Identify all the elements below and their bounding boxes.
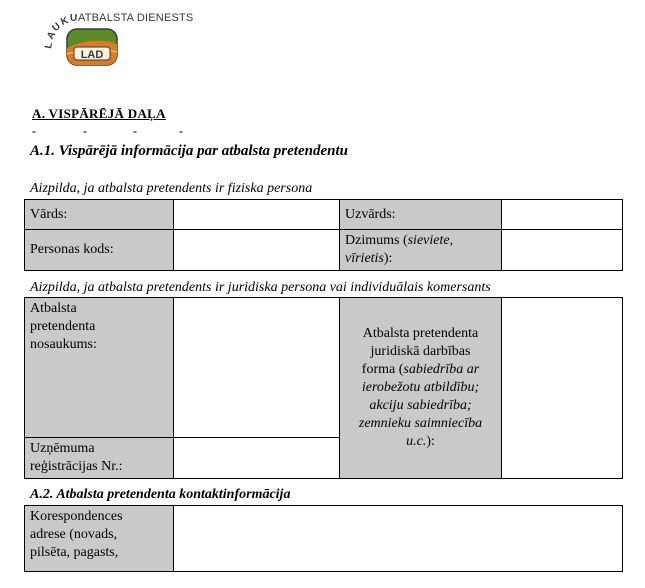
- badge-text: LAD: [80, 49, 104, 61]
- dash: -: [179, 124, 183, 138]
- personal-code-label: Personas kods:: [25, 230, 174, 271]
- a2-title: A.2. Atbalsta pretendenta kontaktinformācija: [30, 487, 291, 502]
- registration-number-label: Uzņēmuma reģistrācijas Nr.:: [25, 438, 174, 479]
- logo-arc-letter: A: [45, 29, 59, 42]
- name-label: Vārds:: [25, 200, 174, 230]
- contact-table: [24, 505, 623, 572]
- physical-person-table: [24, 199, 623, 271]
- logo-brand-text: ATBALSTA DIENESTS: [78, 12, 194, 24]
- gender-field[interactable]: [502, 230, 623, 271]
- section-a-heading: A. VISPĀRĒJĀ DAĻA: [32, 106, 166, 121]
- correspondence-address-field[interactable]: [174, 506, 623, 572]
- note-physical-person: Aizpilda, ja atbalsta pretendents ir fiziska persona: [30, 181, 313, 196]
- correspondence-address-label: Korespondences adrese (novads, pilsēta, pagasts,: [25, 506, 174, 572]
- registration-number-field[interactable]: [174, 438, 340, 479]
- gender-label: Dzimums (sieviete, vīrietis):: [340, 230, 502, 271]
- logo-arc-letter: K: [59, 15, 70, 28]
- dash: -: [133, 124, 137, 138]
- lad-logo: [43, 10, 194, 68]
- legal-form-label: Atbalsta pretendenta juridiskā darbības forma (sabiedrība ar ierobežotu atbildību; akciju sabiedrība; zemnieku saimniecība u.c.):: [340, 298, 502, 479]
- logo-arc-letter: L: [43, 41, 56, 50]
- company-name-label: Atbalsta pretendenta nosaukums:: [25, 298, 174, 438]
- lad-badge-icon: [66, 28, 118, 66]
- company-name-field[interactable]: [174, 298, 340, 438]
- legal-person-table: [24, 297, 623, 479]
- dash: -: [83, 124, 87, 138]
- a1-title: A.1. Vispārējā informācija par atbalsta pretendentu: [30, 143, 348, 159]
- logo-arc-letter: U: [70, 13, 78, 24]
- personal-code-field[interactable]: [174, 230, 340, 271]
- surname-label: Uzvārds:: [340, 200, 502, 230]
- surname-field[interactable]: [502, 200, 623, 230]
- name-field[interactable]: [174, 200, 340, 230]
- dash: -: [32, 124, 36, 138]
- logo-arc-letter: U: [50, 20, 63, 35]
- legal-form-field[interactable]: [502, 298, 623, 479]
- note-legal-person: Aizpilda, ja atbalsta pretendents ir juridiska persona vai individuālais komersants: [30, 280, 491, 295]
